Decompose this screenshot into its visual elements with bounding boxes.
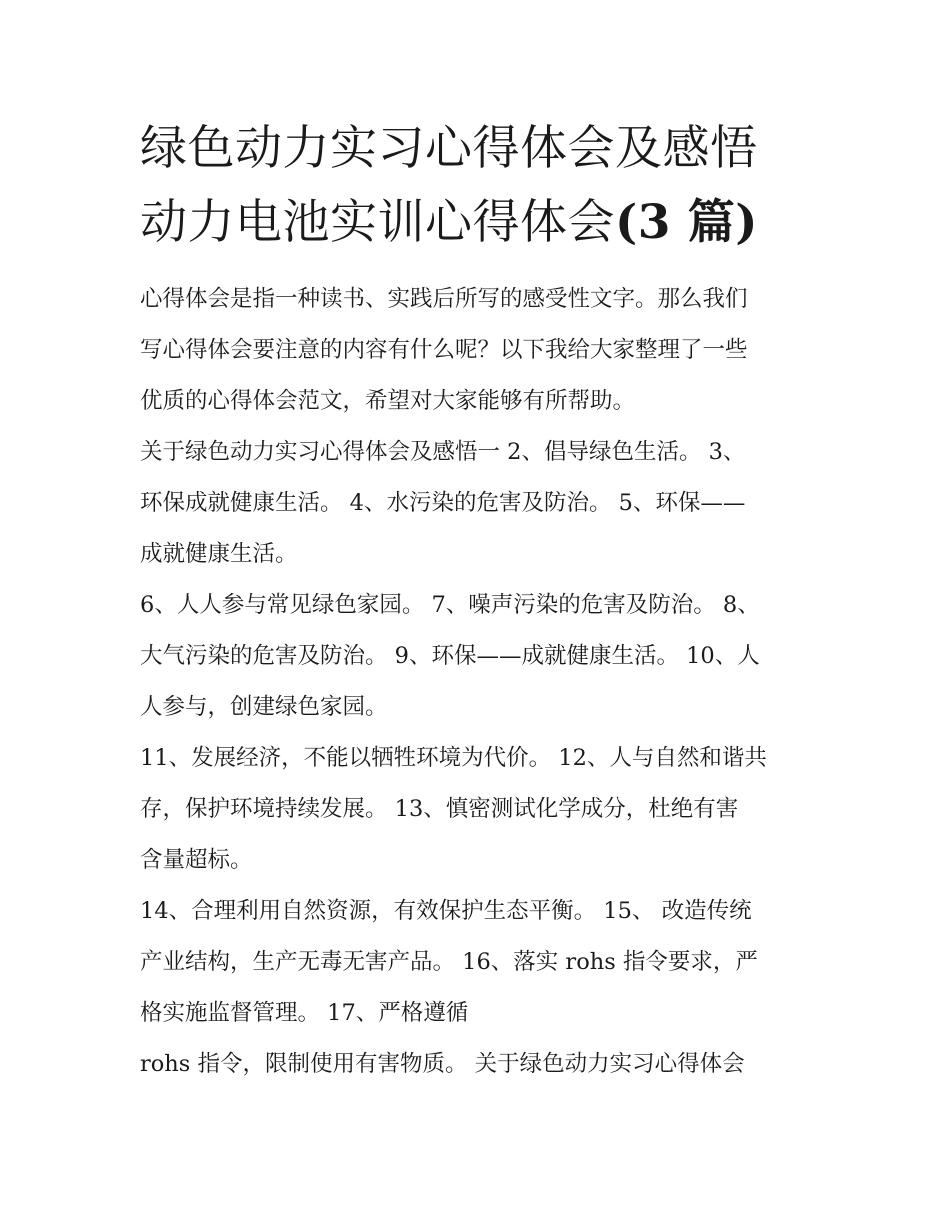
text-line: 14、合理利用自然资源，有效保护生态平衡。 15、 改造传统 xyxy=(140,898,752,924)
text-line: 关于绿色动力实习心得体会及感悟一 2、倡导绿色生活。 3、 xyxy=(140,439,746,465)
text-line: 格实施监督管理。 17、严格遵循 xyxy=(140,1000,469,1026)
text-line: 6、人人参与常见绿色家园。 7、噪声污染的危害及防治。 8、 xyxy=(140,592,760,618)
paragraph-list-3 xyxy=(140,733,820,886)
text-line: 环保成就健康生活。 4、水污染的危害及防治。 5、环保—— xyxy=(140,490,746,516)
document-page xyxy=(140,112,820,1090)
title-line-2 xyxy=(140,186,820,260)
text-line: 心得体会是指一种读书、实践后所写的感受性文字。那么我们 xyxy=(140,286,748,312)
paragraph-intro xyxy=(140,274,820,427)
title-suffix: (3 篇) xyxy=(615,195,759,250)
text-line: 成就健康生活。 xyxy=(140,541,298,567)
text-line: 产业结构，生产无毒无害产品。 16、落实 rohs 指令要求，严 xyxy=(140,949,758,975)
document-title xyxy=(140,112,820,260)
text-line: 优质的心得体会范文，希望对大家能够有所帮助。 xyxy=(140,388,636,414)
paragraph-list-5 xyxy=(140,1039,820,1090)
text-line: 写心得体会要注意的内容有什么呢？以下我给大家整理了一些 xyxy=(140,337,748,363)
paragraph-list-4 xyxy=(140,886,820,1039)
text-line: 大气污染的危害及防治。 9、环保——成就健康生活。 10、人 xyxy=(140,643,760,669)
text-line: 含量超标。 xyxy=(140,847,253,873)
title-line-2-text: 动力电池实训心得体会 xyxy=(140,195,615,250)
paragraph-list-1 xyxy=(140,427,820,580)
text-line: rohs 指令，限制使用有害物质。 关于绿色动力实习心得体会 xyxy=(140,1051,745,1077)
text-line: 存，保护环境持续发展。 13、慎密测试化学成分，杜绝有害 xyxy=(140,796,739,822)
text-line: 人参与，创建绿色家园。 xyxy=(140,694,388,720)
text-line: 11、发展经济，不能以牺牲环境为代价。 12、人与自然和谐共 xyxy=(140,745,767,771)
title-line-1: 绿色动力实习心得体会及感悟 xyxy=(140,121,758,176)
document-body xyxy=(140,274,820,1090)
paragraph-list-2 xyxy=(140,580,820,733)
